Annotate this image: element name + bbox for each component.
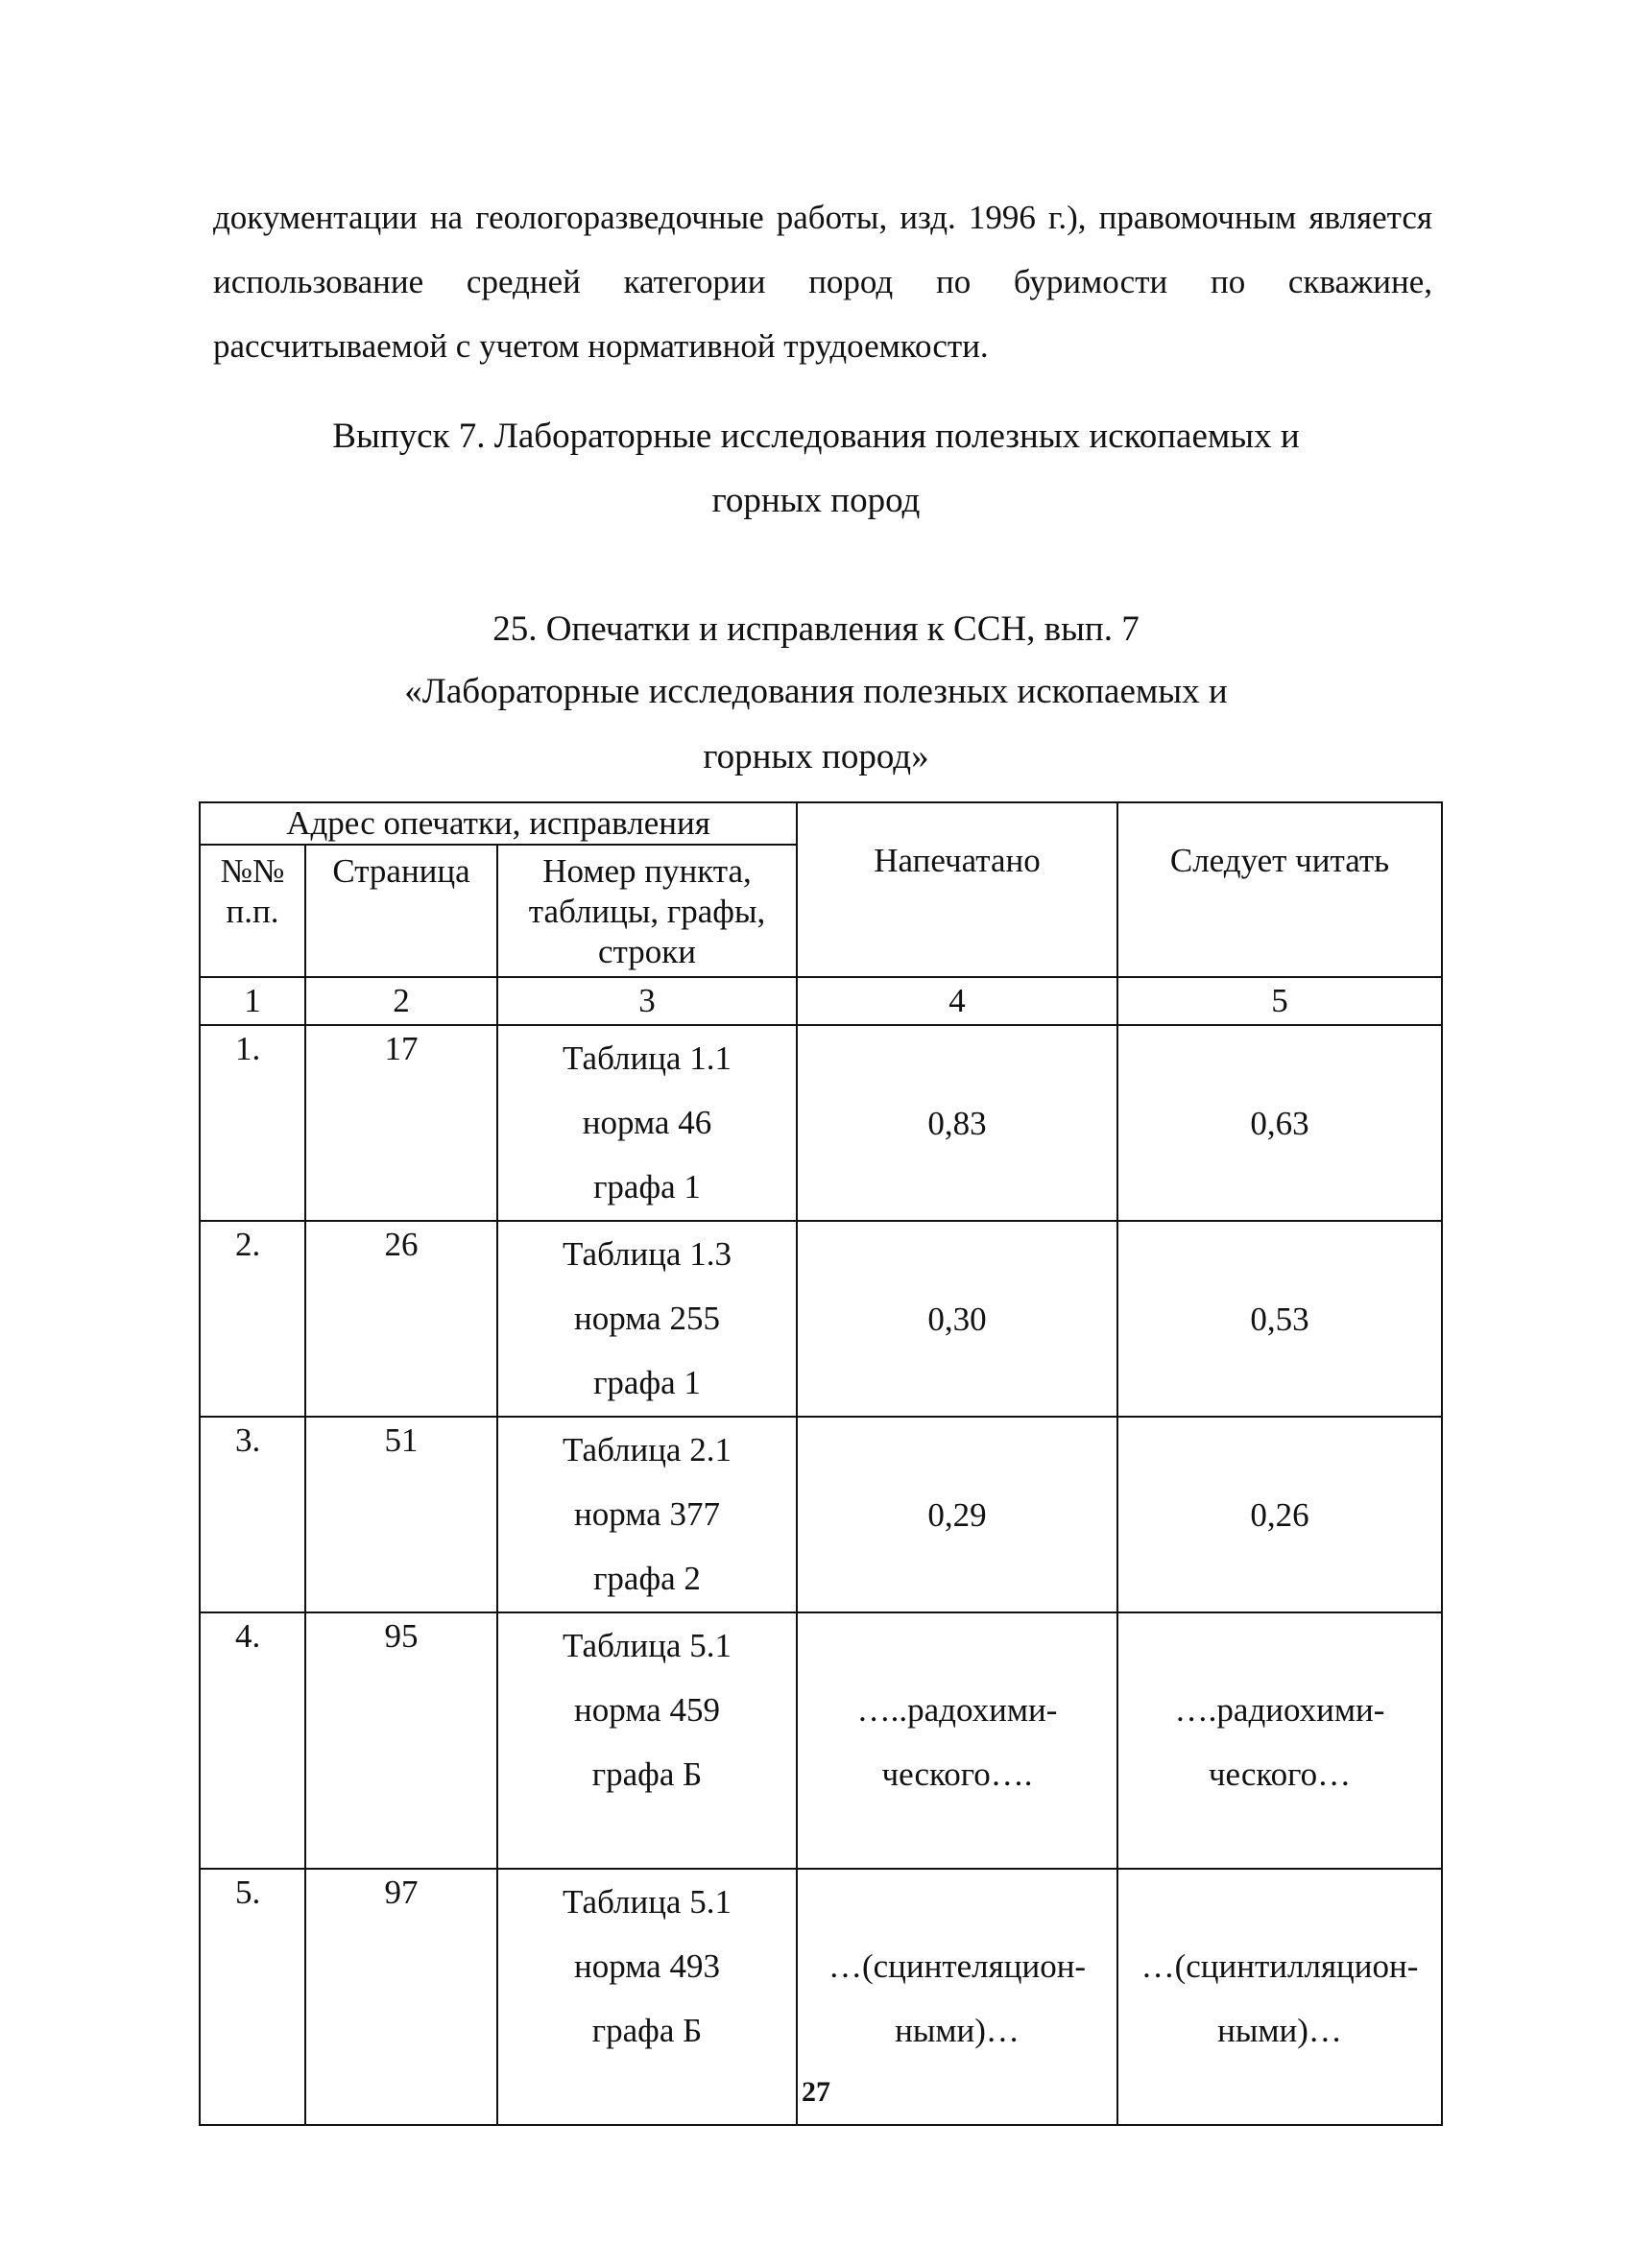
row-page: 17 [305, 1025, 497, 1221]
item-line: Таблица 5.1 [563, 1883, 732, 1921]
row-read-as [1117, 1612, 1442, 1869]
printed-line: …..радохими- [856, 1691, 1058, 1729]
header-page: Страница [305, 845, 497, 977]
item-line: норма 493 [574, 1947, 720, 1985]
item-line: графа 1 [593, 1168, 701, 1206]
item-line: Таблица 2.1 [563, 1431, 732, 1468]
read-line: ными)… [1217, 2012, 1342, 2049]
column-number: 5 [1117, 977, 1442, 1025]
printed-line: ными)… [895, 2012, 1020, 2049]
read-line: ческого… [1208, 1755, 1352, 1793]
section-title-line-2: «Лабораторные исследования полезных ископаемых и [404, 672, 1228, 711]
row-item [497, 1612, 797, 1869]
item-line: норма 46 [582, 1104, 712, 1141]
row-read-as: 0,53 [1117, 1221, 1442, 1417]
item-line: графа Б [591, 2012, 703, 2049]
header-item: Номер пункта, таблицы, графы, строки [497, 845, 797, 977]
row-number: 1. [200, 1025, 305, 1221]
header-printed: Напечатано [797, 802, 1117, 977]
item-line: норма 459 [574, 1691, 720, 1729]
item-line: Таблица 1.1 [563, 1039, 732, 1077]
printed-line: …(сцинтеляцион- [828, 1947, 1087, 1985]
row-page: 97 [305, 1869, 497, 2125]
row-page: 26 [305, 1221, 497, 1417]
item-line: Таблица 5.1 [563, 1627, 732, 1664]
row-item [497, 1025, 797, 1221]
intro-paragraph: документации на геологоразведочные работы, изд. 1996 г.), правомочным является использование средней категории пород по буримости по скважине, рассчитываемой с учетом нормативной трудоемкости. [213, 199, 1432, 365]
item-line: Таблица 1.3 [563, 1235, 732, 1273]
item-line: норма 377 [574, 1495, 720, 1533]
column-number: 3 [497, 977, 797, 1025]
row-item [497, 1417, 797, 1612]
row-page: 51 [305, 1417, 497, 1612]
issue-title-line-1: Выпуск 7. Лабораторные исследования полезных ископаемых и [332, 417, 1300, 456]
column-number: 4 [797, 977, 1117, 1025]
row-item [497, 1221, 797, 1417]
printed-line: ческого…. [881, 1755, 1033, 1793]
row-number: 2. [200, 1221, 305, 1417]
row-read-as: 0,26 [1117, 1417, 1442, 1612]
errata-table [199, 801, 1443, 2126]
column-number: 1 [200, 977, 305, 1025]
section-title-line-3: горных пород» [703, 737, 929, 776]
read-line: ….радиохими- [1174, 1691, 1385, 1729]
column-number-row [200, 977, 1442, 1025]
read-line: …(сцинтилляцион- [1140, 1947, 1419, 1985]
row-page: 95 [305, 1612, 497, 1869]
row-printed: 0,30 [797, 1221, 1117, 1417]
header-address-group: Адрес опечатки, исправления [200, 802, 797, 845]
item-line: графа 2 [593, 1560, 701, 1597]
section-title-line-1: 25. Опечатки и исправления к ССН, вып. 7 [492, 609, 1140, 649]
issue-title-line-2: горных пород [711, 481, 921, 520]
header-read-as: Следует читать [1117, 802, 1442, 977]
row-printed: 0,29 [797, 1417, 1117, 1612]
row-printed: 0,83 [797, 1025, 1117, 1221]
item-line: графа 1 [593, 1364, 701, 1401]
header-row-group [200, 802, 1442, 845]
header-num: №№ п.п. [200, 845, 305, 977]
row-number: 3. [200, 1417, 305, 1612]
row-number: 4. [200, 1612, 305, 1869]
row-number: 5. [200, 1869, 305, 2125]
page-number: 27 [802, 2076, 830, 2108]
table-row [200, 1221, 1442, 1417]
column-number: 2 [305, 977, 497, 1025]
table-row [200, 1612, 1442, 1869]
row-printed [797, 1612, 1117, 1869]
table-row [200, 1025, 1442, 1221]
row-read-as: 0,63 [1117, 1025, 1442, 1221]
item-line: норма 255 [574, 1300, 720, 1337]
item-line: графа Б [591, 1755, 703, 1793]
table-row [200, 1417, 1442, 1612]
